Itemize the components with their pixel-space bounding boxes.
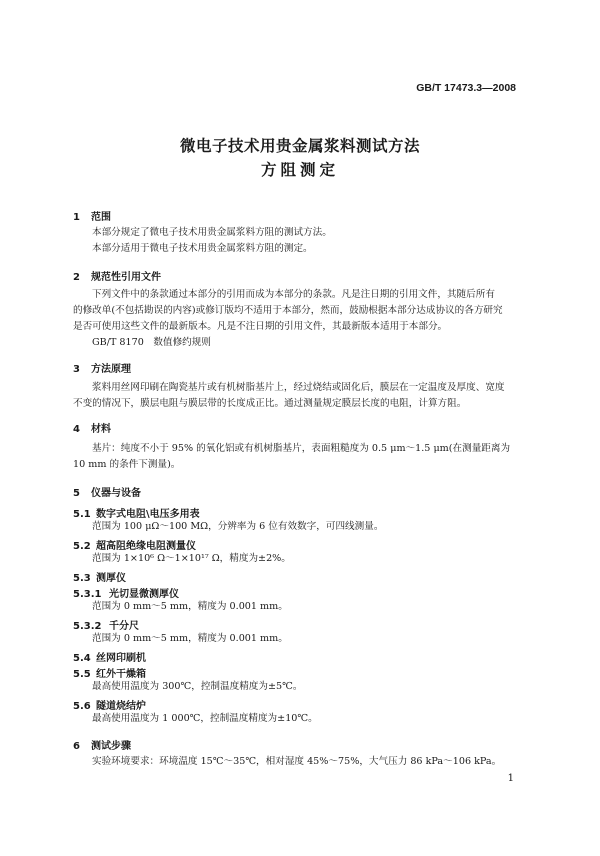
subsection-title: 隧道烧结炉 [96, 701, 146, 712]
section-title: 规范性引用文件 [91, 272, 161, 283]
paragraph: 浆料用丝网印刷在陶瓷基片或有机树脂基片上，经过烧结或固化后，膜层在一定温度及厚度、宽度 [92, 382, 505, 393]
subsection-5-3-heading [73, 569, 126, 584]
section-title: 方法原理 [91, 364, 131, 375]
paragraph: 本部分适用于微电子技术用贵金属浆料方阻的测定。 [92, 243, 313, 254]
section-number: 1 [73, 212, 80, 223]
paragraph: 的修改单(不包括勘误的内容)或修订版均不适用于本部分，然而，鼓励根据本部分达成协议的各方研究 [73, 305, 503, 316]
section-5-heading [73, 484, 141, 499]
section-3-heading [73, 360, 131, 375]
subsection-5-3-2-heading [73, 617, 139, 632]
section-number: 4 [73, 424, 80, 435]
standard-code: GB/T 17473.3—2008 [416, 82, 516, 94]
section-title: 测试步骤 [91, 741, 131, 752]
section-number: 6 [73, 741, 80, 752]
subsection-number: 5.2 [73, 541, 91, 552]
paragraph: 基片：纯度不小于 95% 的氧化铝或有机树脂基片，表面粗糙度为 0.5 μm～1.5 μm(在测量距离为 [92, 443, 511, 454]
paragraph: 是否可使用这些文件的最新版本。凡是不注日期的引用文件，其最新版本适用于本部分。 [73, 321, 448, 332]
subsection-title: 数字式电阻\电压多用表 [96, 509, 200, 520]
subsection-number: 5.5 [73, 669, 91, 680]
paragraph: 实验环境要求：环境温度 15℃～35℃，相对湿度 45%～75%，大气压力 86 kPa～106 kPa。 [92, 756, 502, 767]
document-title: 微电子技术用贵金属浆料测试方法 [179, 137, 420, 155]
section-title: 仪器与设备 [91, 488, 141, 499]
page-number: 1 [507, 773, 514, 784]
paragraph: 范围为 0 mm～5 mm，精度为 0.001 mm。 [92, 633, 288, 644]
subsection-number: 5.1 [73, 509, 91, 520]
subsection-5-2-heading [73, 537, 196, 552]
normative-reference: GB/T 8170 数值修约规则 [92, 337, 211, 348]
section-number: 2 [73, 272, 80, 283]
section-number: 5 [73, 488, 80, 499]
paragraph: 范围为 100 μΩ～100 MΩ，分辨率为 6 位有效数字，可四线测量。 [92, 521, 384, 532]
subsection-title: 超高阻绝缘电阻测量仪 [96, 541, 196, 552]
paragraph: 范围为 0 mm～5 mm，精度为 0.001 mm。 [92, 601, 288, 612]
section-6-heading [73, 737, 131, 752]
subsection-title: 千分尺 [109, 621, 139, 632]
section-number: 3 [73, 364, 80, 375]
section-4-heading [73, 420, 111, 435]
section-2-heading [73, 268, 161, 283]
subsection-title: 丝网印刷机 [96, 653, 146, 664]
paragraph: 不变的情况下，膜层电阻与膜层带的长度成正比。通过测量规定膜层长度的电阻，计算方阻。 [73, 398, 467, 409]
paragraph: 下列文件中的条款通过本部分的引用而成为本部分的条款。凡是注日期的引用文件，其随后所有 [92, 289, 495, 300]
paragraph: 范围为 1×10⁶ Ω～1×10¹⁷ Ω，精度为±2%。 [92, 553, 291, 564]
subsection-number: 5.3.1 [73, 589, 102, 600]
paragraph: 最高使用温度为 300℃，控制温度精度为±5℃。 [92, 681, 303, 692]
document-subtitle: 方阻测定 [260, 161, 339, 179]
subsection-number: 5.4 [73, 653, 91, 664]
subsection-number: 5.6 [73, 701, 91, 712]
section-1-heading [73, 208, 111, 223]
subsection-5-1-heading [73, 505, 200, 520]
paragraph: 最高使用温度为 1 000℃，控制温度精度为±10℃。 [92, 713, 318, 724]
paragraph: 本部分规定了微电子技术用贵金属浆料方阻的测试方法。 [92, 227, 332, 238]
subsection-5-4-heading [73, 649, 146, 664]
subsection-title: 红外干燥箱 [96, 669, 146, 680]
subsection-title: 测厚仪 [96, 573, 126, 584]
section-title: 范围 [91, 212, 111, 223]
subsection-number: 5.3.2 [73, 621, 102, 632]
subsection-5-3-1-heading [73, 585, 179, 600]
subsection-title: 光切显微测厚仪 [109, 589, 179, 600]
subsection-number: 5.3 [73, 573, 91, 584]
paragraph: 10 mm 的条件下测量)。 [73, 459, 181, 470]
section-title: 材料 [91, 424, 111, 435]
subsection-5-6-heading [73, 697, 146, 712]
subsection-5-5-heading [73, 665, 146, 680]
